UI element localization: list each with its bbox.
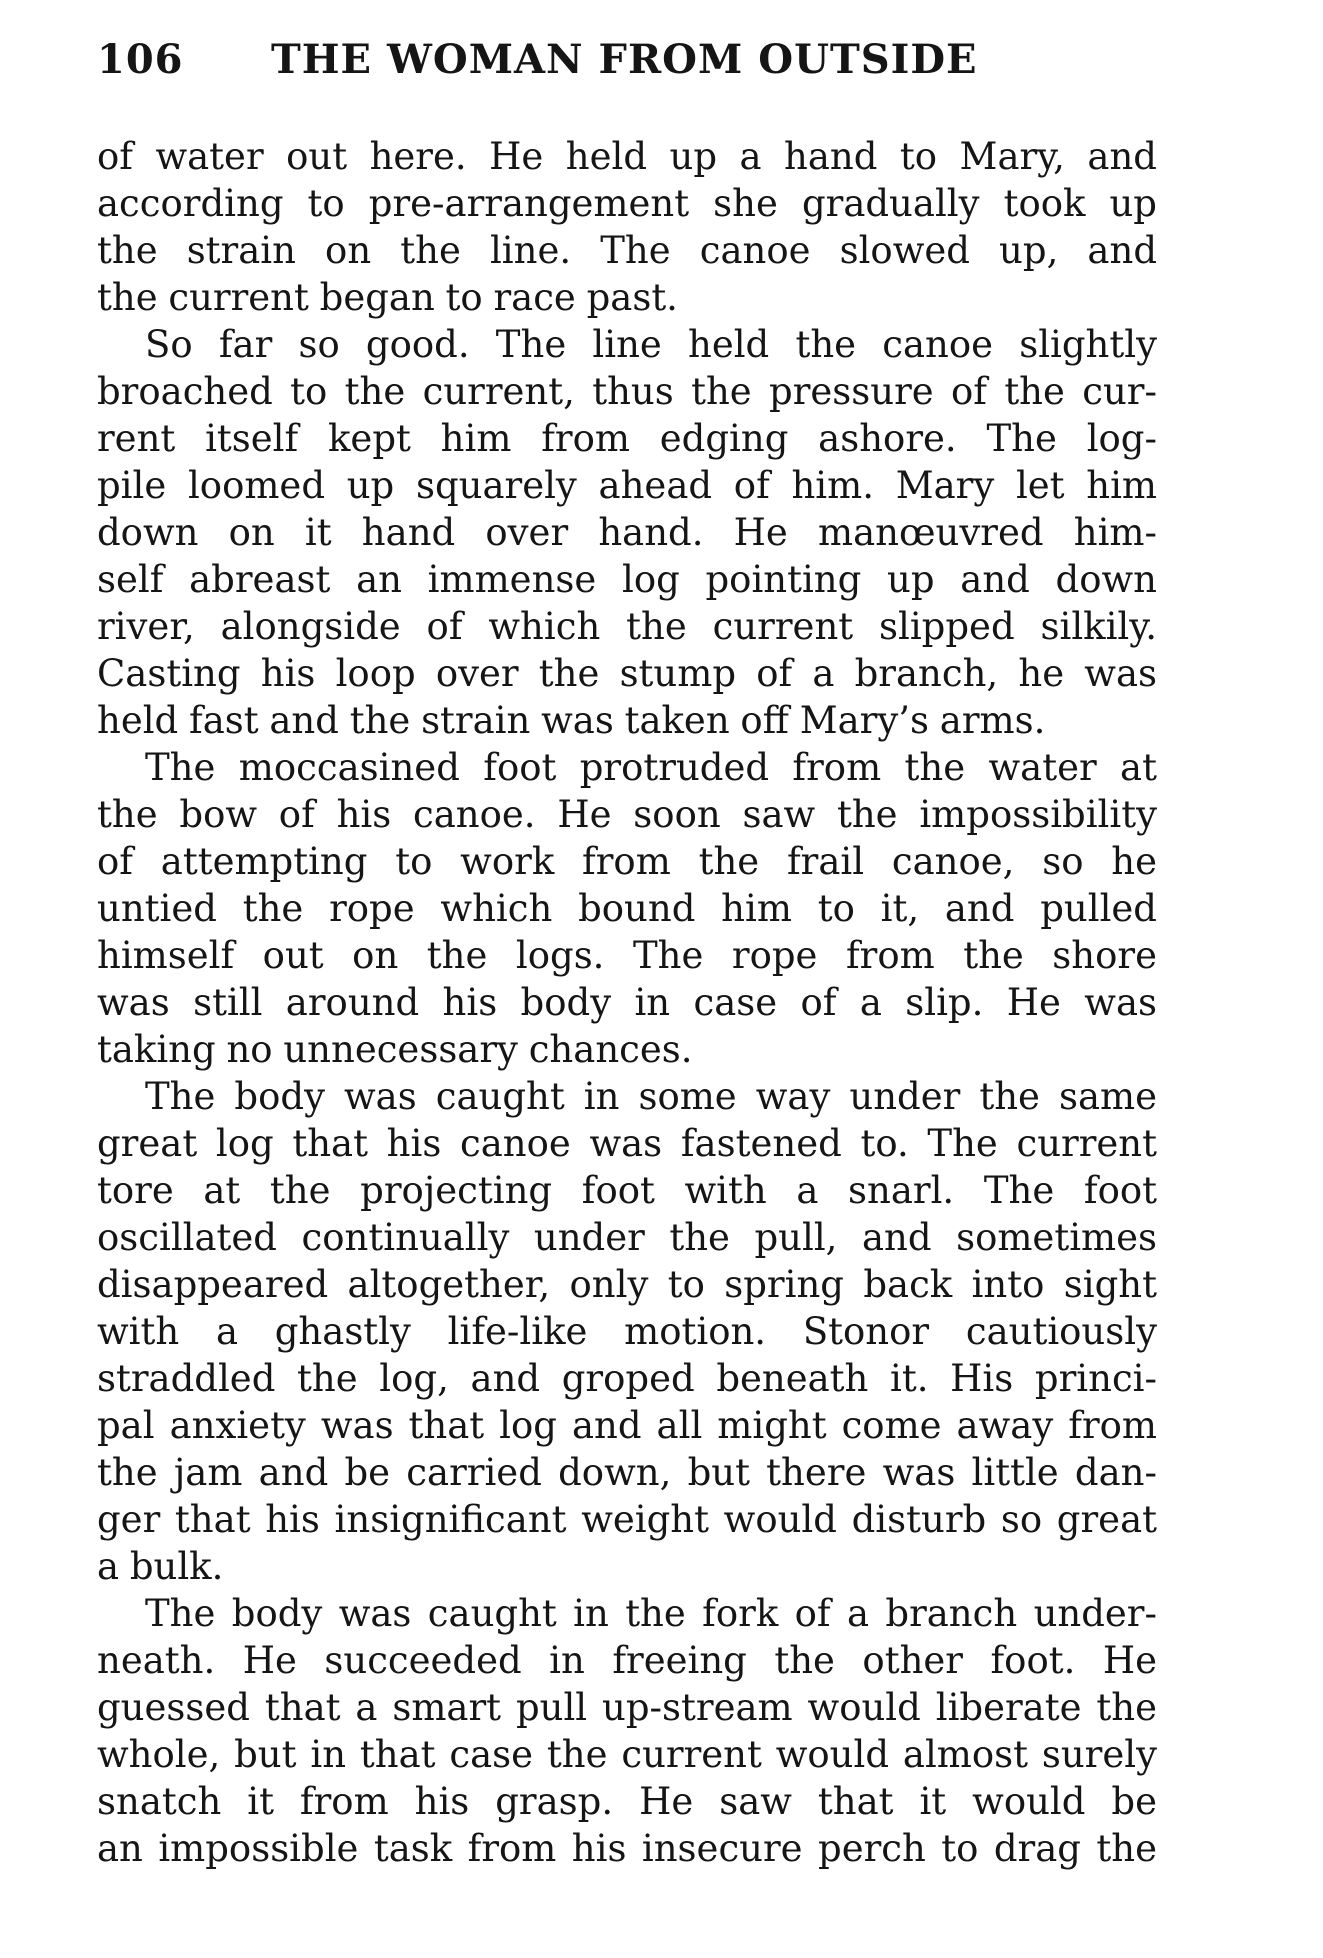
text-line: the current began to race past. [97,276,678,319]
text-line: the bow of his canoe. He soon saw the impossibility [97,793,1157,836]
running-head [97,32,1157,102]
text-line: river, alongside of which the current slipped silkily. [97,605,1157,648]
text-line: rent itself kept him from edging ashore. The log- [97,417,1157,460]
text-line: snatch it from his grasp. He saw that it would be [97,1780,1157,1823]
text-line: The body was caught in the fork of a branch under- [145,1592,1157,1635]
text-line: disappeared altogether, only to spring back into sight [97,1263,1157,1306]
text-line: with a ghastly life-like motion. Stonor cautiously [97,1310,1157,1353]
text-line: an impossible task from his insecure perch to drag the [97,1827,1157,1870]
text-line: pal anxiety was that log and all might come away from [97,1404,1157,1447]
text-line: himself out on the logs. The rope from the shore [97,934,1157,977]
text-line: the strain on the line. The canoe slowed up, and [97,229,1157,272]
text-line: the jam and be carried down, but there was little dan- [97,1451,1157,1494]
text-line: pile loomed up squarely ahead of him. Mary let him [97,464,1157,507]
text-line: of water out here. He held up a hand to Mary, and [97,135,1157,178]
page-number: 106 [97,36,184,83]
text-line: according to pre-arrangement she gradually took up [97,182,1157,225]
text-line: self abreast an immense log pointing up and down [97,558,1157,601]
text-line: broached to the current, thus the pressure of the cur- [97,370,1157,413]
text-line: So far so good. The line held the canoe slightly [145,323,1157,366]
text-line: of attempting to work from the frail canoe, so he [97,840,1157,883]
text-line: held fast and the strain was taken off Mary’s arms. [97,699,1046,742]
text-line: down on it hand over hand. He manœuvred him- [97,511,1157,554]
text-line: Casting his loop over the stump of a branch, he was [97,652,1157,695]
text-line: whole, but in that case the current would almost surely [97,1733,1157,1776]
text-line: untied the rope which bound him to it, and pulled [97,887,1157,930]
book-title: THE WOMAN FROM OUTSIDE [271,36,978,83]
text-line: The body was caught in some way under the same [145,1075,1157,1118]
text-line: great log that his canoe was fastened to. The current [97,1122,1157,1165]
text-line: was still around his body in case of a slip. He was [97,981,1157,1024]
text-line: oscillated continually under the pull, and sometimes [97,1216,1157,1259]
text-line: a bulk. [97,1545,224,1588]
text-line: taking no unnecessary chances. [97,1028,693,1071]
body-text [97,133,1157,1872]
text-line: tore at the projecting foot with a snarl. The foot [97,1169,1157,1212]
text-line: neath. He succeeded in freeing the other foot. He [97,1639,1157,1682]
text-line: guessed that a smart pull up-stream would liberate the [97,1686,1157,1729]
text-line: ger that his insignificant weight would disturb so great [97,1498,1157,1541]
text-line: The moccasined foot protruded from the water at [145,746,1157,789]
text-line: straddled the log, and groped beneath it. His princi- [97,1357,1157,1400]
